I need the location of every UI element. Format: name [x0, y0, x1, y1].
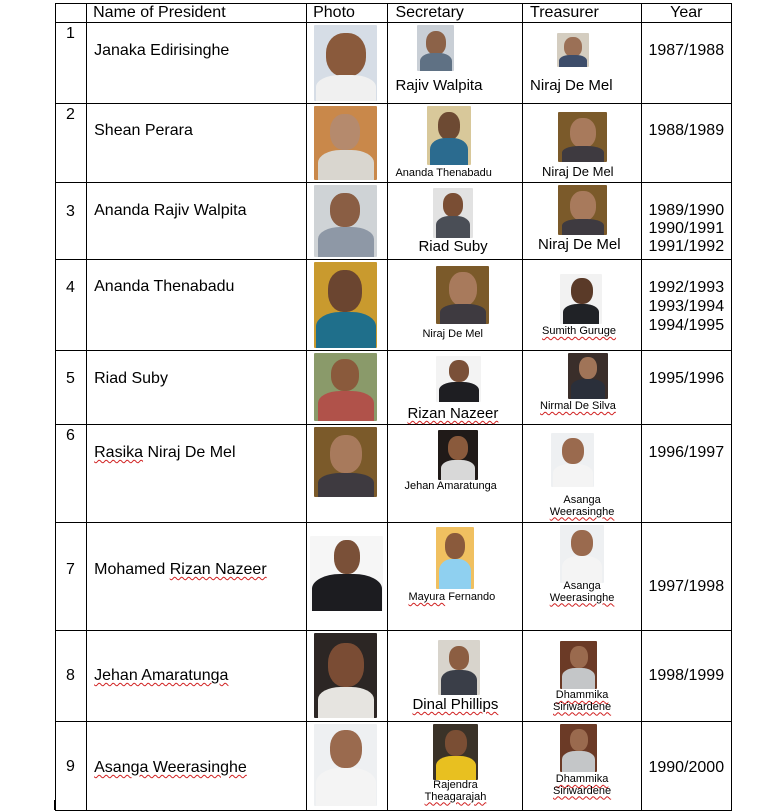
- president-name: Jehan Amaratunga: [94, 667, 229, 684]
- president-photo-cell: [307, 104, 388, 183]
- president-photo: [314, 633, 377, 718]
- president-photo-cell: [307, 183, 388, 260]
- secretary-cell: [388, 425, 523, 523]
- year-value: 1987/1988: [648, 42, 725, 59]
- treasurer-name: [523, 690, 641, 713]
- treasurer-name-line: Siriwardene: [553, 700, 612, 713]
- treasurer-photo: [558, 112, 607, 162]
- year-cell: [641, 722, 731, 811]
- year-value: 1997/1998: [648, 578, 725, 595]
- secretary-cell: [388, 104, 523, 183]
- header-treasurer-text: Treasurer: [530, 4, 599, 21]
- president-photo-cell: [307, 631, 388, 722]
- page-margin-line: [54, 800, 55, 810]
- president-photo: [314, 427, 377, 497]
- secretary-photo: [436, 356, 481, 402]
- secretary-name: Rizan Nazeer: [407, 405, 499, 422]
- secretary-photo: [433, 188, 473, 238]
- treasurer-name: [540, 401, 616, 413]
- treasurer-name: Sumith Guruge: [542, 325, 617, 337]
- header-photo: [307, 4, 388, 23]
- president-middle-name: Rizan Nazeer: [169, 561, 267, 578]
- president-photo-cell: [307, 351, 388, 425]
- secretary-first-name: Mayura: [408, 591, 446, 603]
- treasurer-cell: [523, 722, 642, 811]
- header-photo-text: Photo: [313, 4, 355, 21]
- president-photo: [314, 25, 377, 101]
- secretary-name: Rajiv Walpita: [395, 77, 483, 94]
- secretary-name: Ananda Thenabadu: [395, 167, 492, 179]
- president-photo-cell: [307, 722, 388, 811]
- header-secretary: [388, 4, 523, 23]
- secretary-cell: [388, 722, 523, 811]
- row-number: 9: [56, 722, 87, 811]
- row-number: 6: [56, 425, 87, 523]
- treasurer-name: Niraj De Mel: [538, 236, 621, 253]
- treasurer-name: [523, 774, 641, 797]
- row-number: 5: [56, 351, 87, 425]
- president-name: Shean Perara: [94, 122, 193, 139]
- secretary-name: [388, 780, 522, 803]
- treasurer-name: [523, 495, 641, 518]
- year-cell: [641, 425, 731, 523]
- row-number: 7: [56, 523, 87, 631]
- year-value: 1998/1999: [648, 667, 725, 684]
- secretary-photo: [427, 106, 471, 165]
- president-name-cell: [87, 260, 307, 351]
- secretary-name-line: Theagarajah: [424, 790, 487, 803]
- year-value: 1990/2000: [648, 759, 725, 776]
- treasurer-photo: [551, 433, 594, 487]
- president-name-cell: [87, 183, 307, 260]
- treasurer-name: [523, 581, 641, 604]
- row-number: 2: [56, 104, 87, 183]
- treasurer-cell: [523, 523, 642, 631]
- president-name-cell: [87, 631, 307, 722]
- secretary-name: Riad Suby: [418, 238, 488, 255]
- treasurer-name-text: Nirmal De Silva: [540, 400, 616, 412]
- secretary-cell: [388, 183, 523, 260]
- secretary-photo: [417, 25, 454, 71]
- header-treasurer: [523, 4, 642, 23]
- president-name: Ananda Thenabadu: [94, 278, 235, 295]
- treasurer-name-line: Weerasinghe: [549, 505, 615, 518]
- row-number: 1: [56, 23, 87, 104]
- table-row: [56, 104, 732, 183]
- president-photo: [314, 106, 377, 180]
- treasurer-cell: [523, 104, 642, 183]
- header-name: [87, 4, 307, 23]
- treasurer-photo: [560, 641, 597, 689]
- secretary-photo: [436, 527, 474, 589]
- year-cell: [641, 260, 731, 351]
- header-name-text: Name of President: [93, 4, 226, 21]
- year-cell: [641, 351, 731, 425]
- president-name: [94, 523, 306, 579]
- year-value: 1988/1989: [648, 122, 725, 139]
- year-cell: [641, 523, 731, 631]
- treasurer-name: Niraj De Mel: [530, 77, 613, 94]
- row-number: 3: [56, 183, 87, 260]
- treasurer-name-line: Dhammika: [555, 773, 609, 785]
- table-row: [56, 351, 732, 425]
- treasurer-photo: [568, 353, 608, 399]
- presidents-table: [55, 3, 732, 811]
- year-cell: [641, 631, 731, 722]
- year-value: 1996/1997: [648, 444, 725, 461]
- president-name-cell: [87, 104, 307, 183]
- treasurer-photo: [560, 274, 602, 324]
- treasurer-photo: [560, 724, 597, 772]
- president-photo-cell: [307, 260, 388, 351]
- treasurer-cell: [523, 631, 642, 722]
- table-row: [56, 260, 732, 351]
- secretary-rest-name: Fernando: [445, 591, 496, 603]
- president-name-cell: [87, 351, 307, 425]
- treasurer-name: Niraj De Mel: [542, 164, 614, 179]
- secretary-name-line: Rajendra: [433, 779, 478, 791]
- president-photo: [310, 536, 383, 611]
- table-row: [56, 425, 732, 523]
- president-name-cell: [87, 523, 307, 631]
- secretary-photo: [438, 430, 478, 480]
- president-rest-name: Niraj De Mel: [143, 444, 236, 461]
- year-cell: [641, 104, 731, 183]
- treasurer-photo: [560, 525, 604, 583]
- president-first-name: Mohamed: [94, 561, 170, 578]
- secretary-cell: [388, 351, 523, 425]
- header-year-text: Year: [670, 4, 703, 21]
- table-row: [56, 631, 732, 722]
- treasurer-name-line: Siriwardene: [553, 784, 612, 797]
- treasurer-cell: [523, 23, 642, 104]
- row-number: 8: [56, 631, 87, 722]
- president-name-cell: [87, 425, 307, 523]
- president-name-cell: [87, 722, 307, 811]
- treasurer-cell: [523, 260, 642, 351]
- header-row: [56, 4, 732, 23]
- table-row: [56, 183, 732, 260]
- year-value: 1992/1993: [648, 279, 725, 296]
- secretary-cell: [388, 260, 523, 351]
- secretary-photo: [433, 724, 478, 780]
- secretary-name-text: Dinal Phillips: [412, 696, 499, 713]
- year-value: 1990/1991: [648, 220, 725, 237]
- header-year: [641, 4, 731, 23]
- treasurer-cell: [523, 425, 642, 523]
- row-number: 4: [56, 260, 87, 351]
- year-value: 1993/1994: [648, 298, 725, 315]
- secretary-photo: [438, 640, 480, 695]
- header-secretary-text: Secretary: [395, 4, 464, 21]
- secretary-name: Jehan Amaratunga: [404, 480, 497, 492]
- secretary-cell: [388, 23, 523, 104]
- president-name: [94, 425, 306, 462]
- president-first-name: Rasika: [94, 444, 144, 461]
- secretary-photo: [436, 266, 489, 324]
- treasurer-name-line: Weerasinghe: [549, 591, 615, 604]
- president-photo-cell: [307, 23, 388, 104]
- year-value: 1989/1990: [648, 202, 725, 219]
- president-name: Ananda Rajiv Walpita: [94, 202, 247, 219]
- secretary-cell: [388, 523, 523, 631]
- secretary-name: [412, 697, 498, 713]
- secretary-name: Niraj De Mel: [422, 328, 483, 340]
- table-row: [56, 722, 732, 811]
- president-name-cell: [87, 23, 307, 104]
- treasurer-photo: [557, 33, 589, 67]
- treasurer-name-line: Asanga: [563, 580, 601, 592]
- president-photo: [314, 262, 377, 348]
- year-value: 1994/1995: [648, 317, 725, 334]
- header-no: [56, 4, 87, 23]
- year-value: 1991/1992: [648, 238, 725, 255]
- treasurer-name-line: Dhammika: [555, 689, 609, 701]
- year-cell: [641, 23, 731, 104]
- treasurer-cell: [523, 351, 642, 425]
- president-photo: [314, 185, 377, 257]
- year-value: 1995/1996: [648, 370, 725, 387]
- president-photo-cell: [307, 523, 388, 631]
- president-name: Asanga Weerasinghe: [94, 759, 247, 776]
- president-name: Janaka Edirisinghe: [94, 42, 230, 59]
- president-photo: [314, 724, 377, 806]
- treasurer-cell: [523, 183, 642, 260]
- table-row: [56, 523, 732, 631]
- president-photo-cell: [307, 425, 388, 523]
- table-row: [56, 23, 732, 104]
- year-cell: [641, 183, 731, 260]
- secretary-name: [408, 592, 495, 604]
- president-name: Riad Suby: [94, 370, 168, 387]
- treasurer-photo: [558, 185, 607, 235]
- secretary-cell: [388, 631, 523, 722]
- president-photo: [314, 353, 377, 421]
- treasurer-name-line: Asanga: [563, 494, 601, 506]
